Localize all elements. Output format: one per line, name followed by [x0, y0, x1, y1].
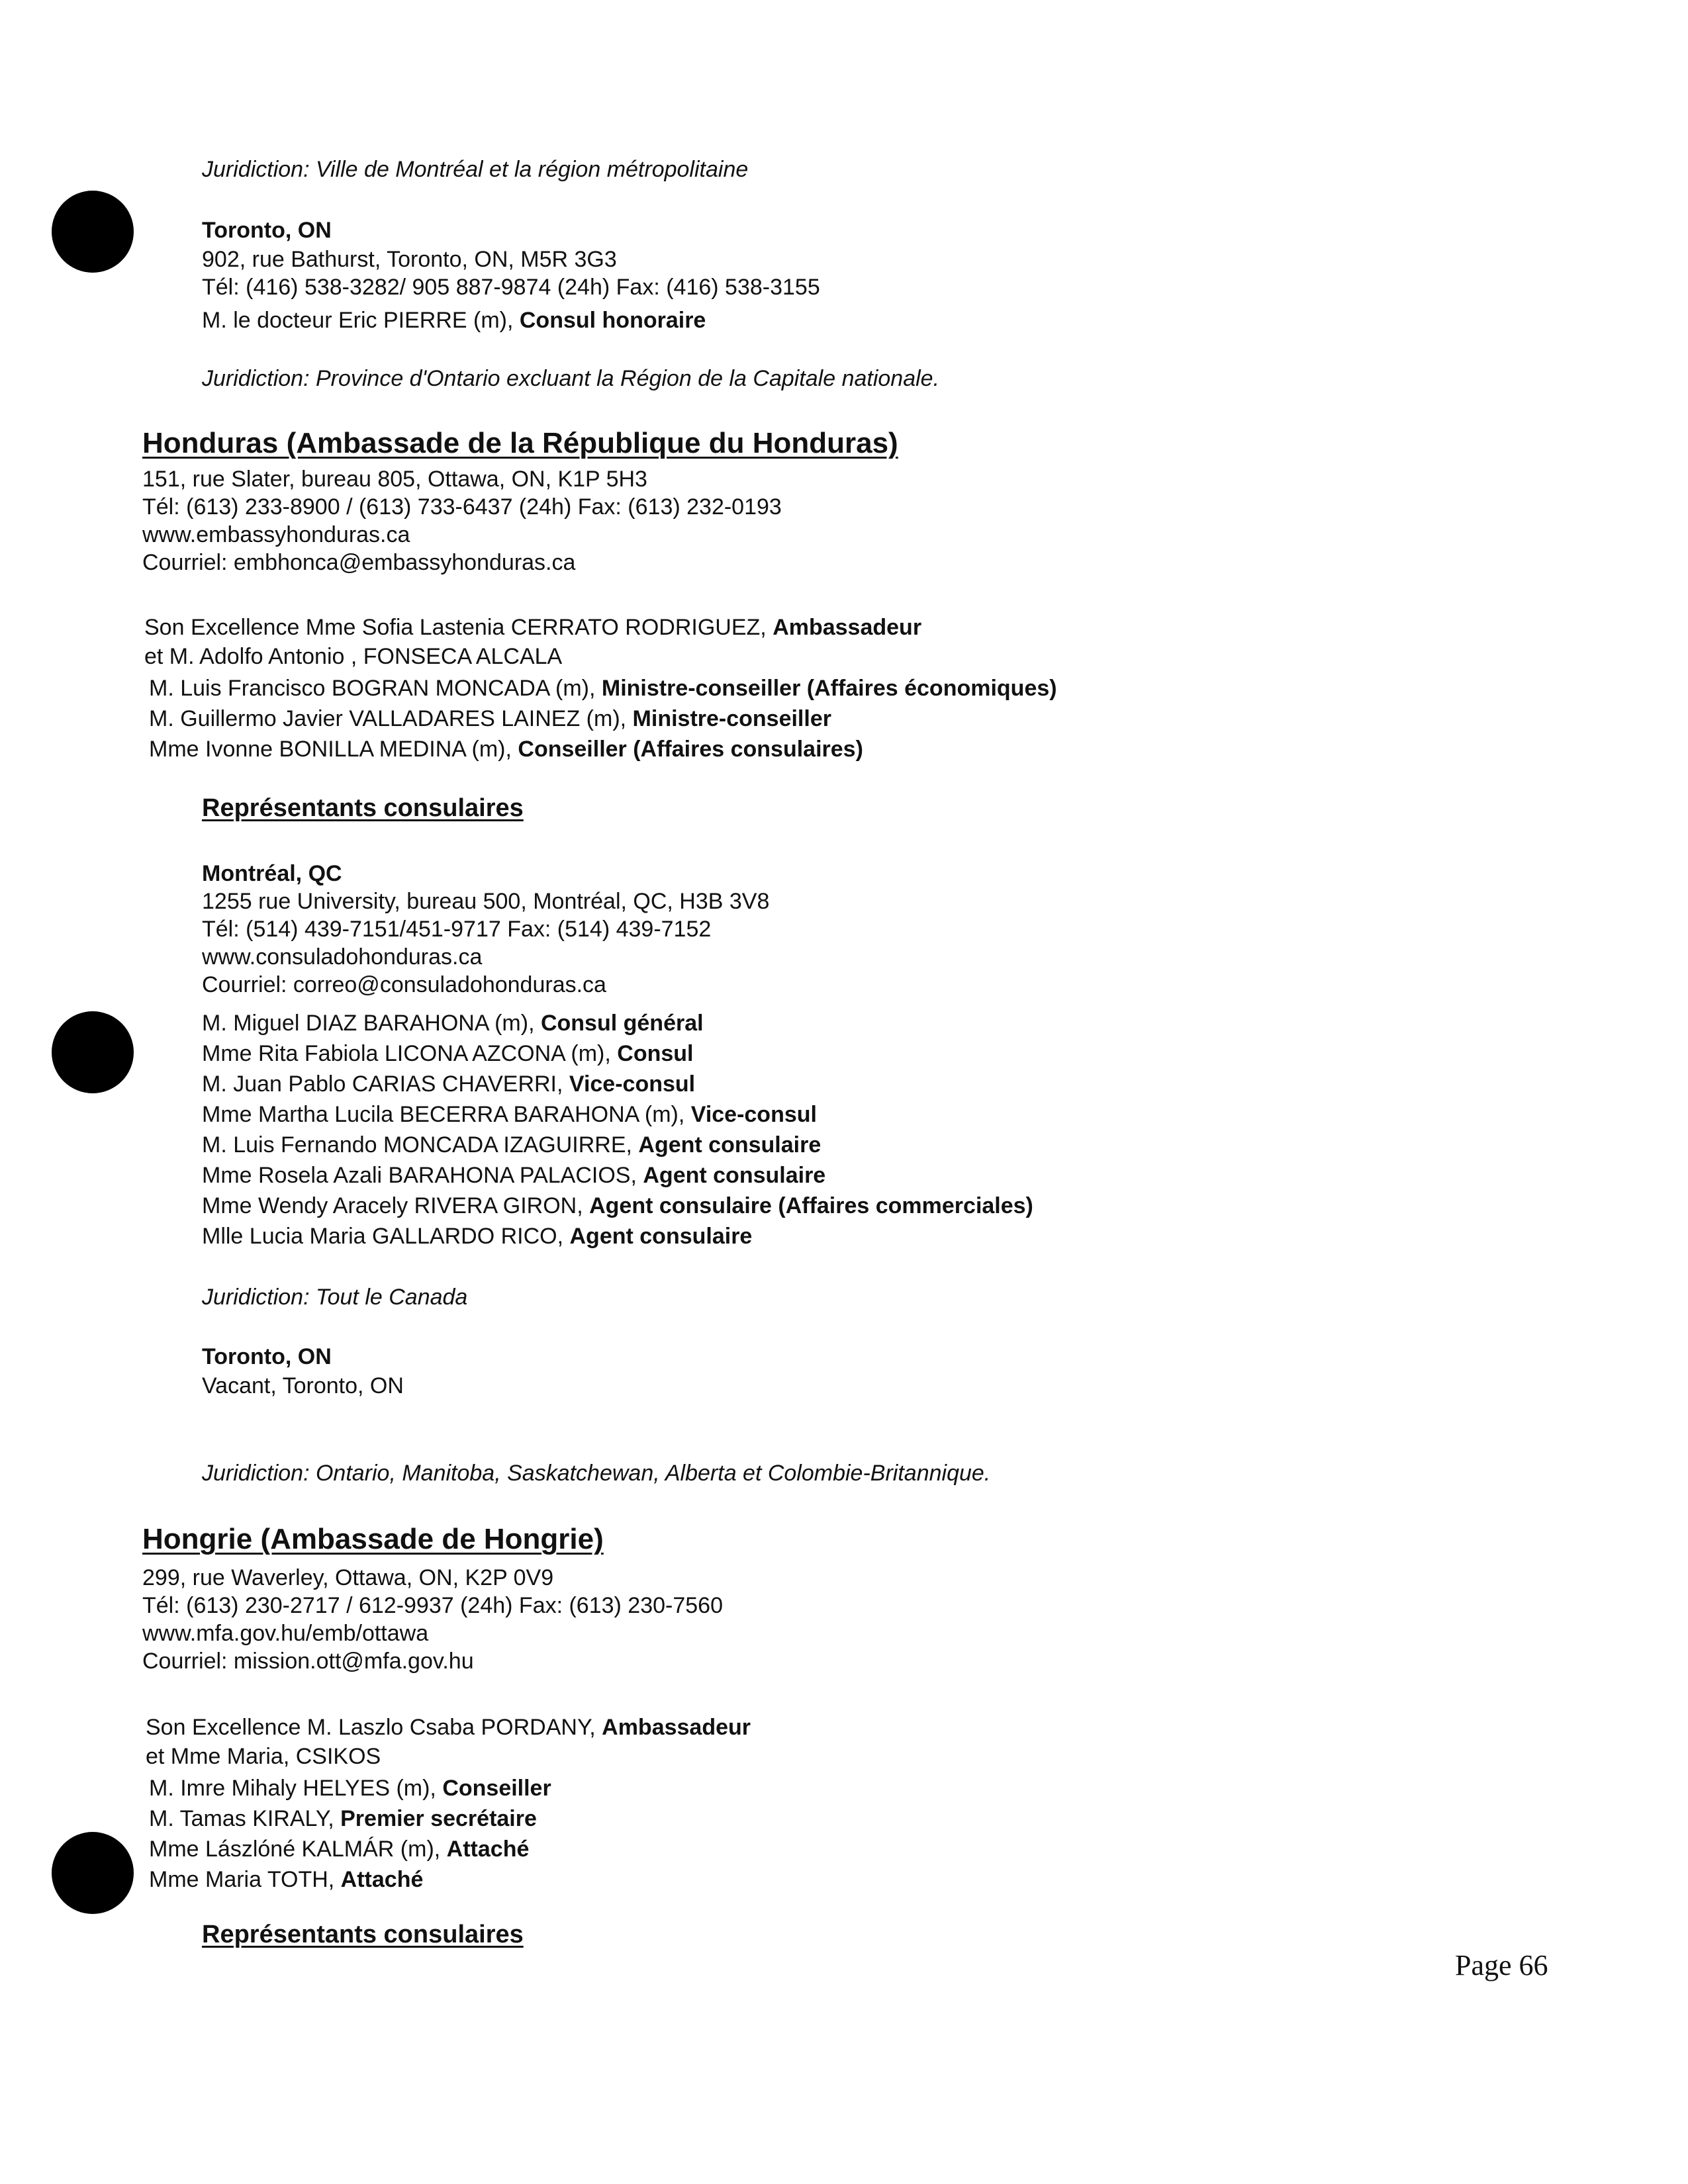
punch-hole-top: [52, 191, 134, 273]
punch-hole-bottom: [52, 1832, 134, 1914]
staff-title: Agent consulaire: [643, 1163, 826, 1188]
staff-entry: [149, 1775, 551, 1801]
staff-title: Consul: [617, 1041, 694, 1066]
staff-name: M. Guillermo Javier VALLADARES LAINEZ (m),: [149, 706, 633, 731]
consular-heading-hongrie: Représentants consulaires: [202, 1921, 524, 1948]
website-honduras: www.embassyhonduras.ca: [142, 522, 410, 547]
staff-entry: [202, 1010, 704, 1036]
phone-hongrie: Tél: (613) 230-2717 / 612-9937 (24h) Fax: (613) 230-7560: [142, 1593, 723, 1618]
phone-toronto: Tél: (416) 538-3282/ 905 887-9874 (24h) Fax: (416) 538-3155: [202, 275, 820, 300]
staff-title: Vice-consul: [690, 1102, 817, 1127]
punch-hole-middle: [52, 1011, 134, 1093]
staff-title: Conseiller (Affaires consulaires): [518, 737, 863, 762]
staff-title: Premier secrétaire: [340, 1806, 537, 1831]
staff-name: Mme Rosela Azali BARAHONA PALACIOS,: [202, 1163, 643, 1188]
staff-entry: [149, 1836, 529, 1862]
address-montreal: 1255 rue University, bureau 500, Montréal, QC, H3B 3V8: [202, 889, 770, 914]
staff-entry: [149, 675, 1057, 702]
staff-entry: [202, 1193, 1033, 1219]
staff-title: Ambassadeur: [773, 615, 922, 640]
staff-title: Consul général: [540, 1011, 704, 1036]
staff-title: Vice-consul: [569, 1071, 696, 1097]
staff-name: et Mme Maria, CSIKOS: [146, 1744, 381, 1769]
staff-entry: [149, 736, 863, 762]
staff-name: Mme Wendy Aracely RIVERA GIRON,: [202, 1193, 590, 1218]
staff-title: Ambassadeur: [602, 1715, 751, 1740]
staff-entry: [149, 1866, 423, 1893]
staff-entry: [202, 1071, 695, 1097]
staff-entry: [202, 1223, 752, 1250]
staff-title: Ministre-conseiller: [632, 706, 831, 731]
staff-title: Attaché: [340, 1867, 424, 1892]
staff-title: Consul honoraire: [519, 308, 706, 333]
staff-entry: [149, 1805, 537, 1832]
staff-title: Conseiller: [442, 1776, 551, 1801]
jurisdiction-montreal-region: Juridiction: Ville de Montréal et la région métropolitaine: [202, 157, 749, 182]
email-hongrie: Courriel: mission.ott@mfa.gov.hu: [142, 1649, 474, 1674]
staff-name: M. Juan Pablo CARIAS CHAVERRI,: [202, 1071, 569, 1097]
staff-title: Agent consulaire: [569, 1224, 753, 1249]
staff-name: M. Luis Francisco BOGRAN MONCADA (m),: [149, 676, 602, 701]
staff-title: Attaché: [446, 1837, 530, 1862]
website-hongrie: www.mfa.gov.hu/emb/ottawa: [142, 1621, 429, 1646]
staff-name: Son Excellence Mme Sofia Lastenia CERRATO RODRIGUEZ,: [144, 615, 773, 640]
phone-montreal: Tél: (514) 439-7151/451-9717 Fax: (514) 439-7152: [202, 917, 712, 942]
staff-name: Mme Rita Fabiola LICONA AZCONA (m),: [202, 1041, 618, 1066]
staff-entry: [202, 1162, 825, 1189]
email-honduras: Courriel: embhonca@embassyhonduras.ca: [142, 550, 576, 575]
staff-name: M. Imre Mihaly HELYES (m),: [149, 1776, 443, 1801]
staff-entry: [144, 643, 562, 670]
city-montreal: Montréal, QC: [202, 861, 342, 886]
staff-entry: [202, 307, 706, 334]
page-number: Page 66: [1455, 1949, 1548, 1981]
address-toronto: 902, rue Bathurst, Toronto, ON, M5R 3G3: [202, 247, 617, 272]
country-heading-hongrie: Hongrie (Ambassade de Hongrie): [142, 1523, 604, 1555]
jurisdiction-canada: Juridiction: Tout le Canada: [202, 1285, 468, 1310]
staff-name: Mme Lászlóné KALMÁR (m),: [149, 1837, 447, 1862]
city-toronto: Toronto, ON: [202, 218, 332, 243]
address-honduras: 151, rue Slater, bureau 805, Ottawa, ON, K1P 5H3: [142, 467, 647, 492]
staff-entry: [202, 1040, 693, 1067]
email-montreal: Courriel: correo@consuladohonduras.ca: [202, 972, 606, 997]
staff-name: M. Miguel DIAZ BARAHONA (m),: [202, 1011, 541, 1036]
country-heading-honduras: Honduras (Ambassade de la République du Honduras): [142, 427, 898, 459]
staff-entry: [146, 1714, 751, 1741]
staff-name: Son Excellence M. Laszlo Csaba PORDANY,: [146, 1715, 602, 1740]
staff-entry: [149, 705, 831, 732]
staff-entry: [146, 1743, 381, 1770]
staff-name: Mme Martha Lucila BECERRA BARAHONA (m),: [202, 1102, 691, 1127]
address-hongrie: 299, rue Waverley, Ottawa, ON, K2P 0V9: [142, 1565, 554, 1590]
staff-name: Mlle Lucia Maria GALLARDO RICO,: [202, 1224, 570, 1249]
jurisdiction-ontario: Juridiction: Province d'Ontario excluant la Région de la Capitale nationale.: [202, 366, 940, 391]
staff-name: Mme Maria TOTH,: [149, 1867, 341, 1892]
staff-name: M. le docteur Eric PIERRE (m),: [202, 308, 520, 333]
staff-entry: [202, 1101, 817, 1128]
staff-name: M. Luis Fernando MONCADA IZAGUIRRE,: [202, 1132, 639, 1158]
staff-name: et M. Adolfo Antonio , FONSECA ALCALA: [144, 644, 563, 669]
staff-title: Ministre-conseiller (Affaires économiques): [601, 676, 1057, 701]
phone-honduras: Tél: (613) 233-8900 / (613) 733-6437 (24h) Fax: (613) 232-0193: [142, 494, 782, 520]
website-montreal: www.consuladohonduras.ca: [202, 944, 483, 970]
staff-entry: [144, 614, 921, 641]
address-toronto-honduras: Vacant, Toronto, ON: [202, 1373, 404, 1398]
city-toronto-honduras: Toronto, ON: [202, 1344, 332, 1369]
staff-name: M. Tamas KIRALY,: [149, 1806, 341, 1831]
jurisdiction-provinces: Juridiction: Ontario, Manitoba, Saskatchewan, Alberta et Colombie-Britannique.: [202, 1461, 991, 1486]
staff-title: Agent consulaire (Affaires commerciales): [589, 1193, 1033, 1218]
staff-title: Agent consulaire: [638, 1132, 821, 1158]
consular-heading-honduras: Représentants consulaires: [202, 794, 524, 822]
staff-entry: [202, 1132, 821, 1158]
staff-name: Mme Ivonne BONILLA MEDINA (m),: [149, 737, 518, 762]
